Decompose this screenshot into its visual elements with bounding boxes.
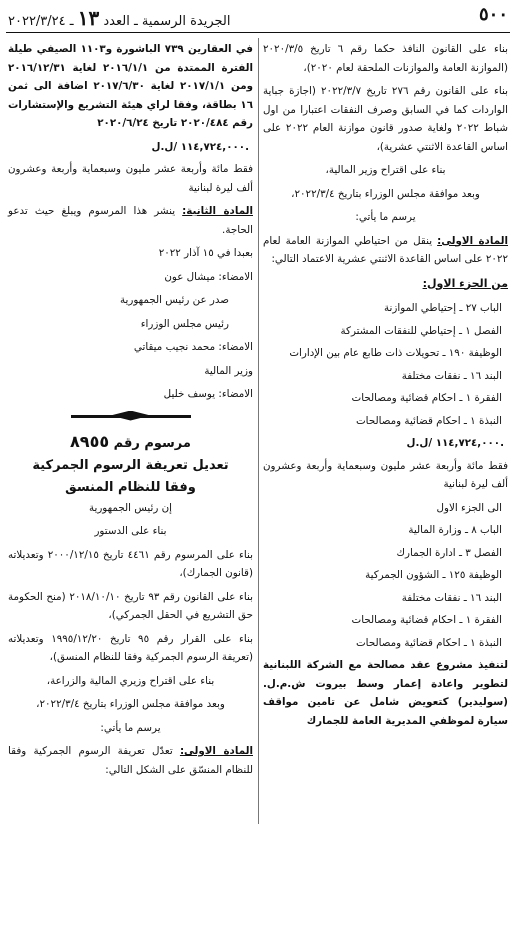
article-1b xyxy=(8,742,253,779)
list-item: الفصل ١ ـ إحتياطي للنفقات المشتركة xyxy=(340,324,502,337)
page-number: ٥٠٠ xyxy=(478,4,508,25)
article-label: المادة الثانية: xyxy=(182,205,253,217)
section-heading: من الجزء الاول: xyxy=(422,276,508,290)
paragraph: بناء على القانون رقم ٢٧٦ تاريخ ٢٠٢٢/٣/٧ (اجازة جباية الواردات كما في السابق وصرف النفقات اعتبارا من اول شباط ٢٠٢٢ ولغاية صدور قانون موازنة العام ٢٠٢٢ على اساس القاعدة الاثنتي عشرية)، xyxy=(263,85,509,153)
list-item: النبذة ١ ـ احكام قضائية ومصالحات xyxy=(355,414,502,427)
column-divider xyxy=(258,38,259,824)
continuation-text: في العقارين ٧٣٩ الباشورة و١١٠٣ الصيفي طيلة الفترة الممتدة من ٢٠١٦/١/١ لغاية ٢٠١٦/١٢/٣١ ومن ٢٠١٧/١/١ لغاية ٢٠١٧/٦/٣٠ اضافة الى ثمن ١٦ بطاقة، وفقا لراي هيئة التشريع والإستشارات رقم ٢٠٢٠/٤٨٤ تاريخ ٢٠٢٠/٦/٢٤ xyxy=(8,43,254,129)
list-item: الباب ٨ ـ وزارة المالية xyxy=(408,524,502,536)
ornament-divider xyxy=(71,409,191,423)
amount: ١١٤,٧٢٤,٠٠٠ /ل.ل. xyxy=(406,437,504,449)
decree-subtitle: وفقا للنظام المنسق xyxy=(65,479,196,495)
page-header xyxy=(6,4,510,33)
list-item: الفقرة ١ ـ احكام قضائية ومصالحات xyxy=(351,614,502,626)
paragraph: بناء على الدستور xyxy=(94,525,167,537)
issue-number: ١٣ xyxy=(77,6,100,30)
amount-words: فقط مائة وأربعة عشر مليون وسبعماية وأربعة وعشرون ألف ليرة لبنانية xyxy=(8,163,253,194)
paragraph: بناء على اقتراح وزيري المالية والزراعة، xyxy=(46,674,215,687)
list-item: الفقرة ١ ـ احكام قضائية ومصالحات xyxy=(351,392,502,404)
paragraph: بناء على اقتراح وزير المالية، xyxy=(325,164,446,176)
decree-title xyxy=(8,431,253,455)
gazette-title xyxy=(8,6,230,30)
signature: الامضاء: يوسف خليل xyxy=(163,388,253,400)
decree-label: مرسوم رقم xyxy=(113,435,191,451)
article-text: ينشر هذا المرسوم ويبلغ حيث تدعو الحاجة. xyxy=(8,205,253,236)
purpose-text: لتنفيذ مشروع عقد مصالحة مع الشركة اللبنانية لتطوير واعادة إعمار وسط بيروت ش.م.ل. (سوليدير) كتعويض شامل عن تامين مواقف سيارة لموظفي المديرية العامة للجمارك xyxy=(263,659,508,727)
list-item: الوظيفة ١٢٥ ـ الشؤون الجمركية xyxy=(365,569,502,581)
paragraph: يرسم ما يأتي: xyxy=(355,211,416,223)
signature: الامضاء: محمد نجيب ميقاتي xyxy=(133,341,253,353)
paragraph: بناء على المرسوم رقم ٤٤٦١ تاريخ ٢٠٠٠/١٢/١٥ وتعديلاته (قانون الجمارك)، xyxy=(8,548,253,579)
list-item: الفصل ٣ ـ ادارة الجمارك xyxy=(396,546,502,559)
gazette-name: الجريدة الرسمية ـ العدد xyxy=(103,14,231,29)
list-item: البند ١٦ ـ نفقات مختلفة xyxy=(401,591,502,604)
decree-subtitle: تعديل تعريفة الرسوم الجمركية xyxy=(32,457,229,473)
article-1 xyxy=(263,232,508,269)
signature: الامضاء: ميشال عون xyxy=(164,270,253,283)
paragraph: بناء على القانون رقم ٩٣ تاريخ ٢٠١٨/١٠/١٠ (منح الحكومة حق التشريع في الحقل الجمركي)، xyxy=(8,590,253,621)
signatory-title: وزير المالية xyxy=(204,364,253,377)
list-item: النبذة ١ ـ احكام قضائية ومصالحات xyxy=(355,636,502,649)
signatory-title: رئيس مجلس الوزراء xyxy=(140,317,229,330)
paragraph: يرسم ما يأتي: xyxy=(100,721,161,734)
decree-number: ٨٩٥٥ xyxy=(70,431,110,451)
paragraph: بناء على القانون النافذ حكما رقم ٦ تاريخ ٢٠٢٠/٣/٥ (الموازنة العامة والموازنات الملحقة لعام ٢٠٢٠)، xyxy=(263,43,508,74)
article-label: المادة الاولى: xyxy=(437,234,508,247)
amount: ١١٤,٧٢٤,٠٠٠ /ل.ل. xyxy=(151,140,249,153)
paragraph: بناء على القرار رقم ٩٥ تاريخ ١٩٩٥/١٢/٢٠ وتعديلاته (تعريفة الرسوم الجمركية وفقا للنظام المنسق)، xyxy=(8,632,253,663)
list-item: البند ١٦ ـ نفقات مختلفة xyxy=(401,369,502,382)
paragraph: إن رئيس الجمهورية xyxy=(88,501,173,514)
left-column xyxy=(8,40,253,784)
issued-by: صدر عن رئيس الجمهورية xyxy=(119,294,229,306)
list-item: الوظيفة ١٩٠ ـ تحويلات ذات طابع عام بين الإدارات xyxy=(289,347,502,359)
paragraph: وبعد موافقة مجلس الوزراء بتاريخ ٢٠٢٢/٣/٤، xyxy=(36,698,225,710)
article-2 xyxy=(8,202,253,239)
right-column xyxy=(263,40,508,735)
article-text: تعدّل تعريفة الرسوم الجمركية وفقا للنظام المنسّق على الشكل التالي: xyxy=(8,745,253,776)
article-text: ينقل من احتياطي الموازنة العامة لعام ٢٠٢٢ على اساس القاعدة الاثنتي عشرية الاعتماد التالي: xyxy=(263,234,508,265)
date-line: بعبدا في ١٥ آذار ٢٠٢٢ xyxy=(158,247,253,259)
section-heading: الى الجزء الاول xyxy=(436,501,502,514)
list-item: الباب ٢٧ ـ إحتياطي الموازنة xyxy=(384,302,502,314)
article-label: المادة الاولى: xyxy=(179,745,253,757)
amount-words: فقط مائة وأربعة عشر مليون وسبعماية وأربعة وعشرون ألف ليرة لبنانية xyxy=(263,459,508,490)
issue-date: ـ ٢٠٢٢/٣/٢٤ xyxy=(8,14,74,29)
paragraph: وبعد موافقة مجلس الوزراء بتاريخ ٢٠٢٢/٣/٤، xyxy=(291,187,480,200)
